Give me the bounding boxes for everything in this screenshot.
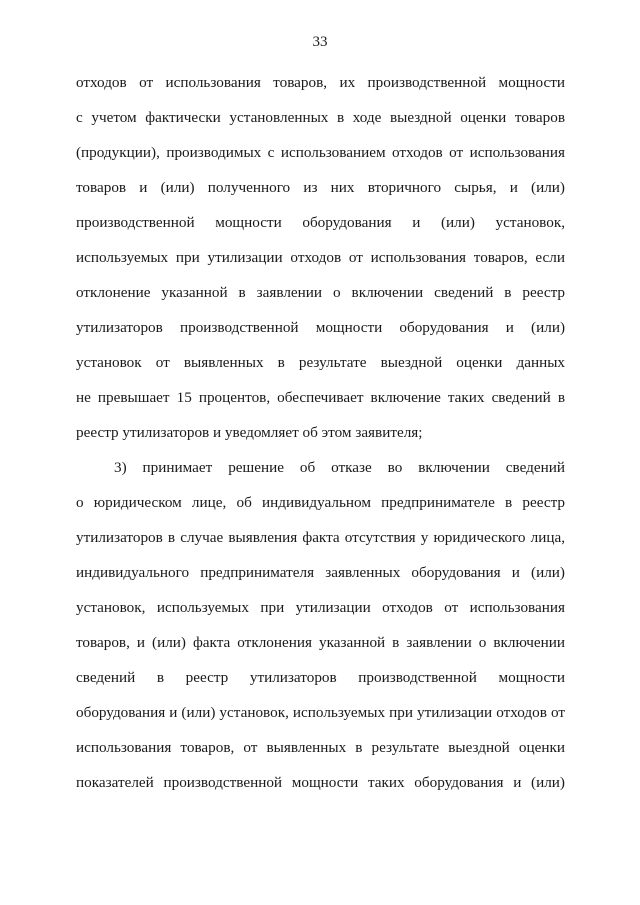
- text-line-6: используемых при утилизации отходов от использования товаров, если: [76, 249, 565, 266]
- text-line-1: отходов от использования товаров, их производственной мощности: [76, 74, 565, 91]
- text-line-11: реестр утилизаторов и уведомляет об этом заявителя;: [76, 424, 423, 441]
- text-line-3: (продукции), производимых с использованием отходов от использования: [76, 144, 565, 161]
- text-line-9: установок от выявленных в результате выездной оценки данных: [76, 354, 565, 371]
- text-line-12: 3) принимает решение об отказе во включении сведений: [114, 459, 565, 476]
- text-line-16: установок, используемых при утилизации отходов от использования: [76, 599, 565, 616]
- text-line-2: с учетом фактически установленных в ходе выездной оценки товаров: [76, 109, 565, 126]
- text-line-15: индивидуального предпринимателя заявленных оборудования и (или): [76, 564, 565, 581]
- text-line-4: товаров и (или) полученного из них вторичного сырья, и (или): [76, 179, 565, 196]
- text-line-8: утилизаторов производственной мощности оборудования и (или): [76, 319, 565, 336]
- text-line-7: отклонение указанной в заявлении о включении сведений в реестр: [76, 284, 565, 301]
- text-line-19: оборудования и (или) установок, используемых при утилизации отходов от: [76, 704, 565, 721]
- text-line-5: производственной мощности оборудования и (или) установок,: [76, 214, 565, 231]
- text-line-18: сведений в реестр утилизаторов производственной мощности: [76, 669, 565, 686]
- text-line-21: показателей производственной мощности таких оборудования и (или): [76, 774, 565, 791]
- text-line-17: товаров, и (или) факта отклонения указанной в заявлении о включении: [76, 634, 565, 651]
- text-line-10: не превышает 15 процентов, обеспечивает включение таких сведений в: [76, 389, 565, 406]
- text-line-13: о юридическом лице, об индивидуальном предпринимателе в реестр: [76, 494, 565, 511]
- page-number: 33: [312, 34, 328, 50]
- text-line-14: утилизаторов в случае выявления факта отсутствия у юридического лица,: [76, 529, 565, 546]
- text-line-20: использования товаров, от выявленных в результате выездной оценки: [76, 739, 565, 756]
